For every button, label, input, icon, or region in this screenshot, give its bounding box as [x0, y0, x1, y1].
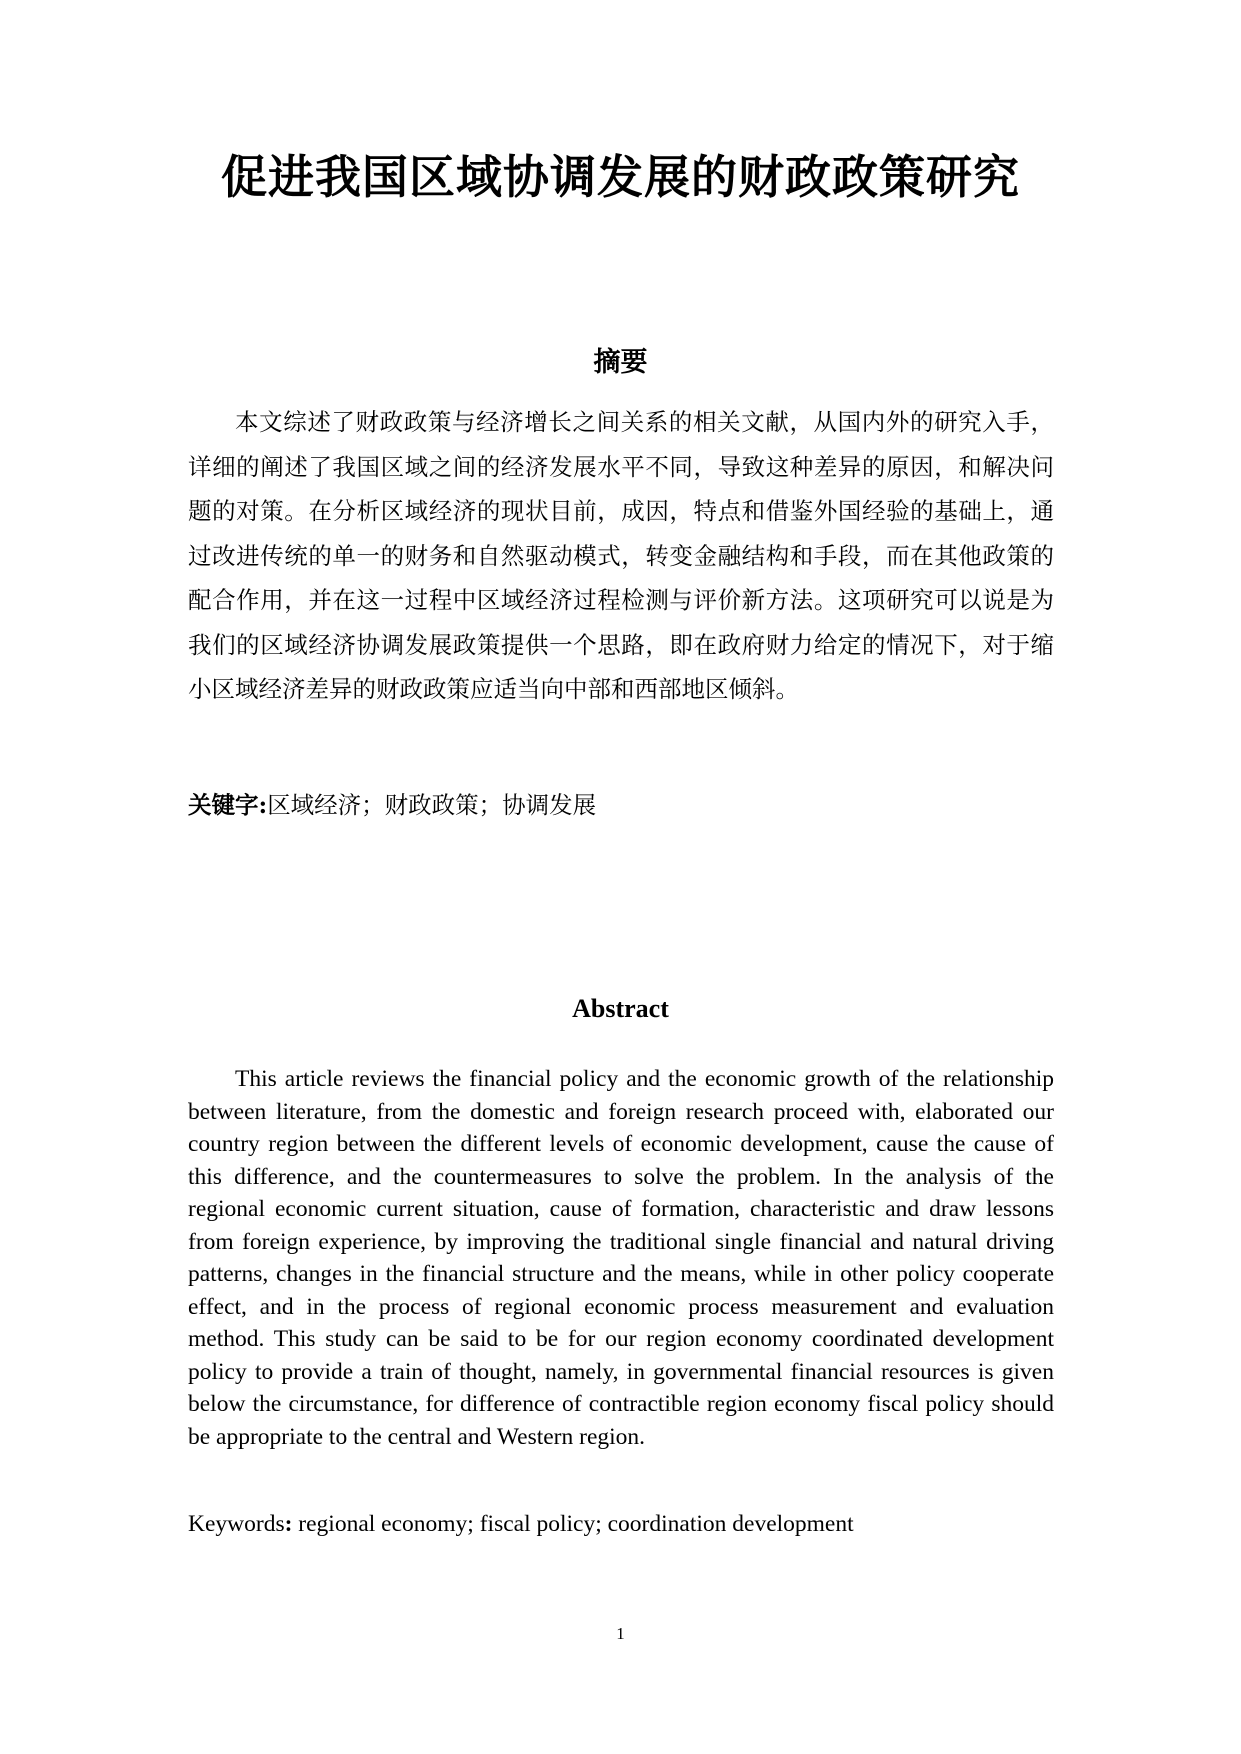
english-keywords-colon: : [284, 1511, 293, 1537]
english-abstract-heading: Abstract [572, 994, 669, 1023]
page-number: 1 [616, 1624, 625, 1643]
page-title: 促进我国区域协调发展的财政政策研究 [221, 150, 1020, 204]
english-keywords-label: Keywords [188, 1511, 285, 1537]
english-keywords [188, 1508, 854, 1540]
english-abstract-body: This article reviews the financial policy and the economic growth of the relationship between literature, from the domestic and foreign research proceed with, elaborated our country region between the different levels of economic development, cause the cause of this difference, and the countermeasures to solve the problem. In the analysis of the regional economic current situation, cause of formation, characteristic and draw lessons from foreign experience, by improving the traditional single financial and natural driving patterns, changes in the financial structure and the means, while in other policy cooperate effect, and in the process of regional economic process measurement and evaluation method. This study can be said to be for our region economy coordinated development policy to provide a train of thought, namely, in governmental financial resources is given below the circumstance, for difference of contractible region economy fiscal policy should be appropriate to the central and Western region. [188, 1066, 1054, 1450]
chinese-abstract-heading: 摘要 [593, 347, 648, 378]
chinese-keywords-label: 关键字: [188, 791, 268, 819]
chinese-keywords-list: 区域经济；财政政策；协调发展 [267, 791, 597, 819]
chinese-abstract-body: 本文综述了财政政策与经济增长之间关系的相关文献，从国内外的研究入手，详细的阐述了我国区域之间的经济发展水平不同，导致这种差异的原因，和解决问题的对策。在分析区域经济的现状目前，成因，特点和借鉴外国经验的基础上，通过改进传统的单一的财务和自然驱动模式，转变金融结构和手段，而在其他政策的配合作用，并在这一过程中区域经济过程检测与评价新方法。这项研究可以说是为我们的区域经济协调发展政策提供一个思路，即在政府财力给定的情况下，对于缩小区域经济差异的财政政策应适当向中部和西部地区倾斜。 [188, 408, 1054, 703]
english-keywords-list: regional economy; fiscal policy; coordination development [292, 1511, 854, 1537]
chinese-keywords [188, 789, 596, 821]
